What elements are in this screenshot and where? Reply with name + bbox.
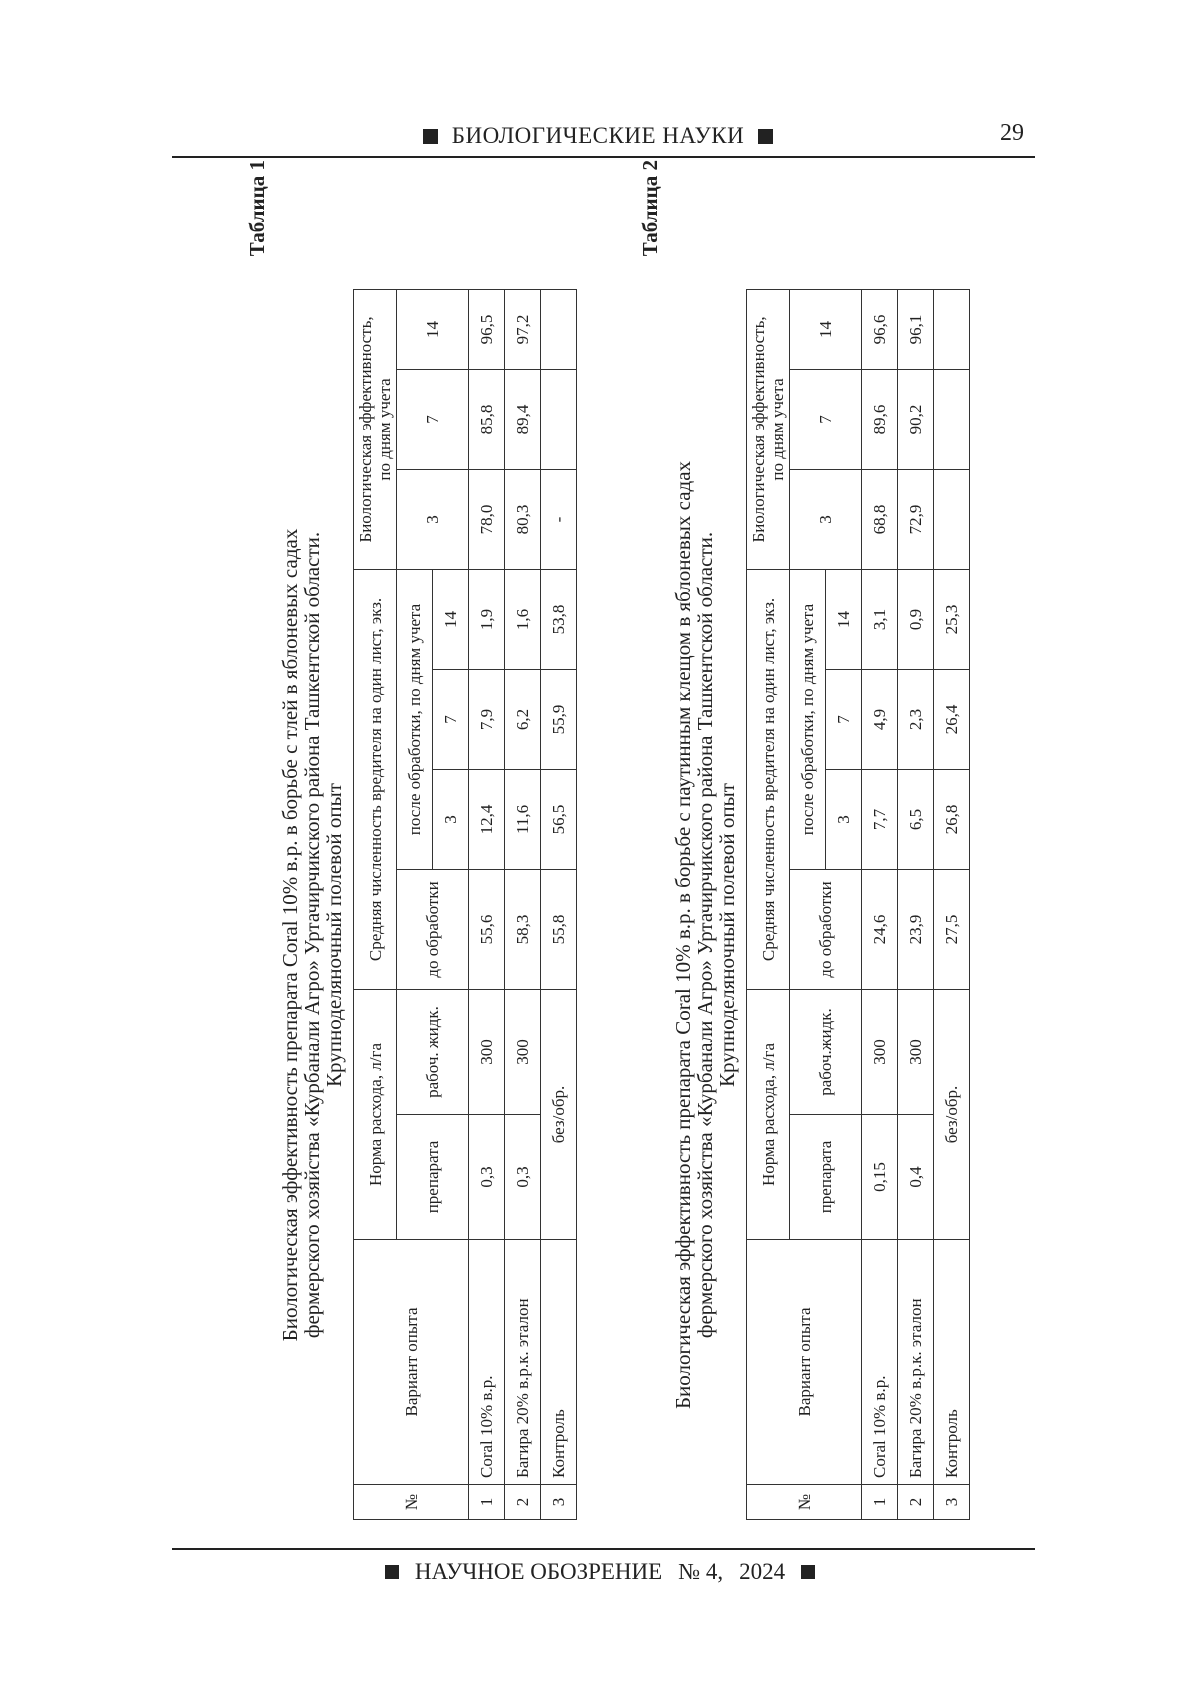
cell-a14: 53,8: [541, 569, 577, 669]
header-e14: 14: [397, 289, 469, 369]
table-row: [934, 289, 970, 1519]
header-prep: препарата: [397, 1115, 469, 1240]
table1-label: Таблица 1: [245, 160, 269, 257]
cell-a7: 6,2: [505, 669, 541, 769]
cell-a7: 26,4: [934, 669, 970, 769]
header-bio: [747, 289, 790, 569]
cell-work: 300: [505, 989, 541, 1114]
cell-before: 58,3: [505, 869, 541, 989]
cell-a7: 4,9: [862, 669, 898, 769]
table-header-row: [354, 289, 397, 1519]
header-norm: Норма расхода, л/га: [747, 989, 790, 1239]
cell-e3: -: [541, 469, 577, 569]
cell-prep: 0,3: [505, 1115, 541, 1240]
table-row: [898, 289, 934, 1519]
cell-e14: 96,5: [469, 289, 505, 369]
cell-variant: Coral 10% в.р.: [862, 1240, 898, 1485]
cell-prep: 0,4: [898, 1115, 934, 1240]
cell-work: 300: [862, 989, 898, 1114]
cell-work: 300: [898, 989, 934, 1114]
cell-a3: 6,5: [898, 769, 934, 869]
cell-a14: 1,6: [505, 569, 541, 669]
cell-a14: 1,9: [469, 569, 505, 669]
cell-no: 3: [541, 1485, 577, 1520]
header-norm: Норма расхода, л/га: [354, 989, 397, 1239]
cell-before: 24,6: [862, 869, 898, 989]
cell-e3: [934, 469, 970, 569]
table1-caption-line: Крупноделяночный полевой опыт: [322, 783, 346, 1087]
header-e14: 14: [790, 289, 862, 369]
header-d7: 7: [826, 669, 862, 769]
table2-label: Таблица 2: [638, 160, 662, 257]
cell-variant: Багира 20% в.р.к. эталон: [898, 1240, 934, 1485]
cell-e14: 96,6: [862, 289, 898, 369]
cell-a7: 7,9: [469, 669, 505, 769]
cell-e3: 78,0: [469, 469, 505, 569]
header-bio-line2: по дням учета: [768, 378, 787, 481]
table2-caption: [672, 420, 738, 1450]
square-bullet-icon: [423, 129, 438, 144]
table-header-row: [747, 289, 790, 1519]
header-e7: 7: [397, 369, 469, 469]
header-after: после обработки, по дням учета: [790, 569, 826, 869]
cell-no: 1: [469, 1485, 505, 1520]
cell-e7: 85,8: [469, 369, 505, 469]
cell-work: 300: [469, 989, 505, 1114]
header-d14: 14: [433, 569, 469, 669]
cell-e7: 89,4: [505, 369, 541, 469]
table-row: [505, 289, 541, 1519]
header-e3: 3: [397, 469, 469, 569]
square-bullet-icon: [801, 1565, 815, 1579]
cell-e3: 72,9: [898, 469, 934, 569]
cell-e7: 90,2: [898, 369, 934, 469]
cell-no: 3: [934, 1485, 970, 1520]
cell-a3: 11,6: [505, 769, 541, 869]
cell-prep: 0,15: [862, 1115, 898, 1240]
square-bullet-icon: [758, 129, 773, 144]
cell-before: 23,9: [898, 869, 934, 989]
header-d3: 3: [433, 769, 469, 869]
cell-merged: без/обр.: [541, 989, 577, 1239]
cell-before: 55,6: [469, 869, 505, 989]
header-rule: [172, 156, 1035, 158]
square-bullet-icon: [385, 1565, 399, 1579]
cell-variant: Контроль: [541, 1240, 577, 1485]
cell-a3: 12,4: [469, 769, 505, 869]
header-d3: 3: [826, 769, 862, 869]
header-work: рабоч.жидк.: [790, 989, 862, 1114]
page-footer: [0, 1552, 1200, 1592]
section-title-text: БИОЛОГИЧЕСКИЕ НАУКИ: [451, 123, 745, 148]
header-no: №: [354, 1485, 469, 1520]
header-bio-line1: Биологическая эффективность,: [356, 316, 375, 543]
header-prep: препарата: [790, 1115, 862, 1240]
journal-year: 2024: [739, 1559, 786, 1584]
header-e7: 7: [790, 369, 862, 469]
cell-e7: [541, 369, 577, 469]
header-work: рабоч. жидк.: [397, 989, 469, 1114]
table-row: [469, 289, 505, 1519]
table1-caption-line: Биологическая эффективность препарата Coral 10% в.р. в борьбе с тлей в яблоневых садах: [278, 528, 302, 1342]
page-number: 29: [1000, 120, 1024, 146]
header-d7: 7: [433, 669, 469, 769]
cell-a3: 56,5: [541, 769, 577, 869]
header-before: до обработки: [790, 869, 862, 989]
table1-caption-line: фермерского хозяйства «Курбанали Агро» Уртачирчикского района Ташкентской области.: [300, 531, 324, 1339]
journal-name: НАУЧНОЕ ОБОЗРЕНИЕ: [414, 1559, 663, 1584]
cell-variant: Coral 10% в.р.: [469, 1240, 505, 1485]
table-row: [862, 289, 898, 1519]
cell-no: 1: [862, 1485, 898, 1520]
header-avg: Средняя численность вредителя на один лист, экз.: [354, 569, 397, 989]
header-bio-line1: Биологическая эффективность,: [749, 316, 768, 543]
cell-variant: Контроль: [934, 1240, 970, 1485]
header-variant: Вариант опыта: [354, 1240, 469, 1485]
cell-e14: 97,2: [505, 289, 541, 369]
cell-a14: 3,1: [862, 569, 898, 669]
cell-no: 2: [898, 1485, 934, 1520]
cell-before: 27,5: [934, 869, 970, 989]
cell-a7: 2,3: [898, 669, 934, 769]
footer-rule: [172, 1548, 1035, 1550]
cell-e3: 80,3: [505, 469, 541, 569]
header-bio-line2: по дням учета: [375, 378, 394, 481]
cell-e7: 89,6: [862, 369, 898, 469]
header-variant: Вариант опыта: [747, 1240, 862, 1485]
header-after: после обработки, по дням учета: [397, 569, 433, 869]
header-avg: Средняя численность вредителя на один лист, экз.: [747, 569, 790, 989]
header-e3: 3: [790, 469, 862, 569]
table2-caption-line: фермерского хозяйства «Курбанали Агро» Уртачирчикского района Ташкентской области.: [693, 531, 717, 1339]
table1-caption: [279, 420, 345, 1450]
table2: [746, 289, 970, 1520]
cell-e14: 96,1: [898, 289, 934, 369]
cell-a14: 0,9: [898, 569, 934, 669]
cell-before: 55,8: [541, 869, 577, 989]
section-title: [403, 116, 793, 156]
cell-a3: 26,8: [934, 769, 970, 869]
cell-e14: [541, 289, 577, 369]
cell-prep: 0,3: [469, 1115, 505, 1240]
header-d14: 14: [826, 569, 862, 669]
cell-a14: 25,3: [934, 569, 970, 669]
header-bio: [354, 289, 397, 569]
header-before: до обработки: [397, 869, 469, 989]
page-header: [0, 116, 1200, 156]
table2-caption-line: Биологическая эффективность препарата Coral 10% в.р. в борьбе с паутинным клещом в яблоневых садах: [671, 460, 695, 1410]
header-no: №: [747, 1485, 862, 1520]
cell-e7: [934, 369, 970, 469]
cell-e3: 68,8: [862, 469, 898, 569]
table2-caption-line: Крупноделяночный полевой опыт: [715, 783, 739, 1087]
table1: [353, 289, 577, 1520]
table2-block: [638, 160, 983, 1530]
cell-a3: 7,7: [862, 769, 898, 869]
table1-block: [245, 160, 590, 1530]
cell-a7: 55,9: [541, 669, 577, 769]
cell-e14: [934, 289, 970, 369]
cell-variant: Багира 20% в.р.к. эталон: [505, 1240, 541, 1485]
journal-issue: № 4,: [678, 1559, 724, 1584]
cell-merged: без/обр.: [934, 989, 970, 1239]
table-row: [541, 289, 577, 1519]
cell-no: 2: [505, 1485, 541, 1520]
